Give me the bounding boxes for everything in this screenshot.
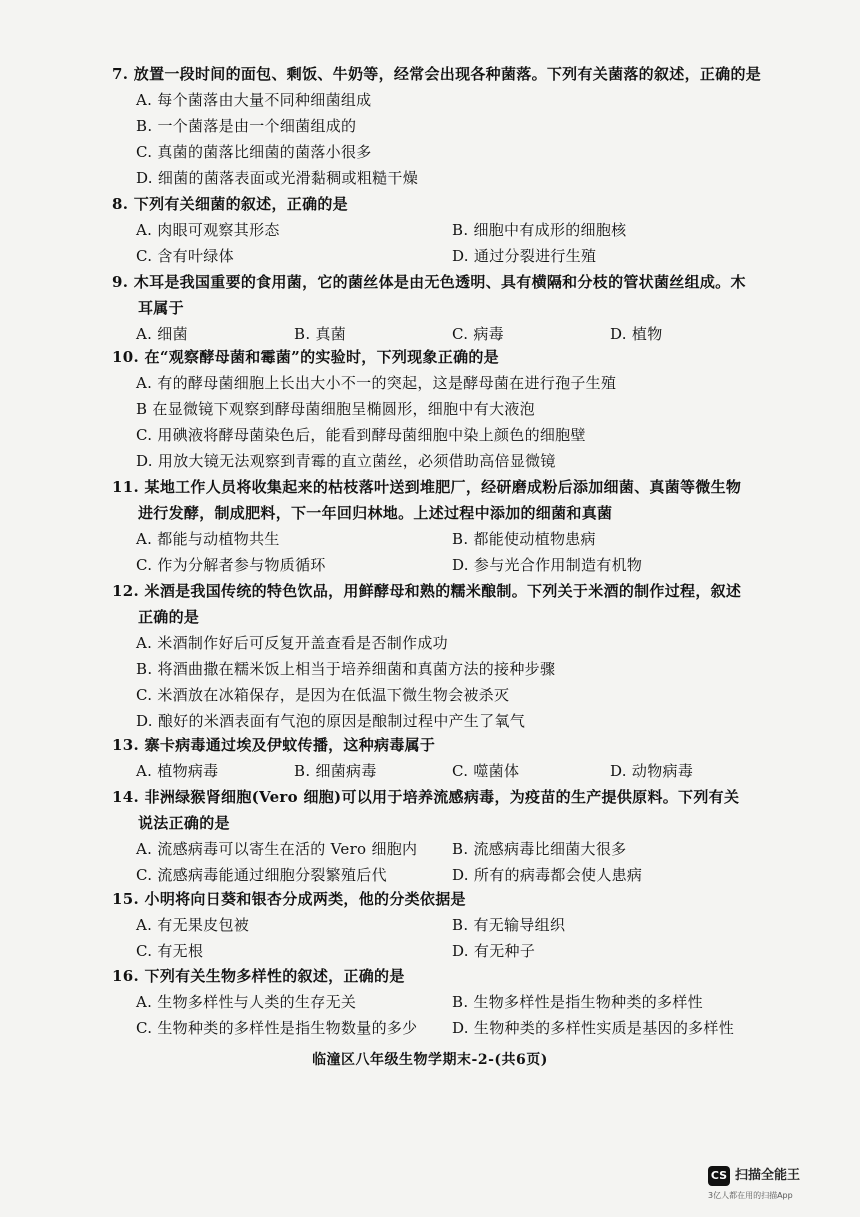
option-d: D. 有无种子 [452, 942, 536, 960]
question-stem-continued: 正确的是 [138, 608, 200, 626]
option-d: D. 动物病毒 [610, 762, 694, 780]
option-list [112, 912, 762, 964]
option-d: D. 酿好的米酒表面有气泡的原因是酿制过程中产生了氧气 [136, 712, 526, 730]
option-list [112, 87, 762, 191]
option-b: B. 流感病毒比细菌大很多 [452, 840, 627, 858]
option-d: D. 植物 [610, 325, 663, 343]
option-d: D. 参与光合作用制造有机物 [452, 556, 643, 574]
question-15 [112, 886, 762, 964]
question-stem: 16. 下列有关生物多样性的叙述，正确的是 [112, 967, 405, 985]
question-12 [112, 578, 762, 734]
question-stem: 15. 小明将向日葵和银杏分成两类，他的分类依据是 [112, 890, 466, 908]
option-a: A. 生物多样性与人类的生存无关 [136, 993, 357, 1011]
option-c: C. 生物种类的多样性是指生物数量的多少 [136, 1019, 418, 1037]
question-stem: 11. 某地工作人员将收集起来的枯枝落叶送到堆肥厂，经研磨成粉后添加细菌、真菌等微生物 [112, 478, 742, 496]
question-9 [112, 269, 762, 347]
option-c: C. 流感病毒能通过细胞分裂繁殖后代 [136, 866, 387, 884]
question-14 [112, 784, 762, 888]
option-list [112, 989, 762, 1041]
option-a: A. 流感病毒可以寄生在活的 Vero 细胞内 [136, 840, 418, 858]
option-c: C. 用碘液将酵母菌染色后，能看到酵母菌细胞中染上颜色的细胞壁 [136, 426, 586, 444]
option-a: A. 细菌 [136, 325, 188, 343]
question-10 [112, 344, 762, 474]
option-b: B. 有无输导组织 [452, 916, 566, 934]
option-a: A. 有的酵母菌细胞上长出大小不一的突起，这是酵母菌在进行孢子生殖 [136, 374, 617, 392]
question-stem: 12. 米酒是我国传统的特色饮品，用鲜酵母和熟的糯米酿制。下列关于米酒的制作过程，叙述 [112, 582, 742, 600]
question-8 [112, 191, 762, 269]
option-b: B 在显微镜下观察到酵母菌细胞呈椭圆形，细胞中有大液泡 [136, 400, 535, 418]
question-stem: 8. 下列有关细菌的叙述，正确的是 [112, 195, 348, 213]
option-c: C. 病毒 [452, 325, 504, 343]
camscanner-logo-icon: CS [708, 1166, 730, 1186]
question-stem: 9. 木耳是我国重要的食用菌，它的菌丝体是由无色透明、具有横隔和分枝的管状菌丝组成。木 [112, 273, 746, 291]
option-d: D. 通过分裂进行生殖 [452, 247, 597, 265]
question-16 [112, 963, 762, 1041]
option-d: D. 所有的病毒都会使人患病 [452, 866, 643, 884]
question-stem-continued: 耳属于 [138, 299, 184, 317]
option-b: B. 将酒曲撒在糯米饭上相当于培养细菌和真菌方法的接种步骤 [136, 660, 556, 678]
option-list [112, 217, 762, 269]
option-a: A. 米酒制作好后可反复开盖查看是否制作成功 [136, 634, 448, 652]
question-7 [112, 61, 762, 191]
option-b: B. 生物多样性是指生物种类的多样性 [452, 993, 703, 1011]
option-a: A. 都能与动植物共生 [136, 530, 280, 548]
question-11 [112, 474, 762, 578]
option-list [112, 758, 762, 784]
question-stem-continued: 说法正确的是 [138, 814, 230, 832]
option-b: B. 一个菌落是由一个细菌组成的 [136, 117, 357, 135]
option-list [112, 836, 762, 888]
question-13 [112, 732, 762, 784]
option-c: C. 米酒放在冰箱保存，是因为在低温下微生物会被杀灭 [136, 686, 510, 704]
scanner-watermark [708, 1164, 818, 1208]
option-list [112, 630, 762, 734]
option-list [112, 370, 762, 474]
page-footer: 临潼区八年级生物学期末-2-(共6页) [312, 1052, 548, 1068]
option-c: C. 有无根 [136, 942, 204, 960]
question-stem: 10. 在“观察酵母菌和霉菌”的实验时，下列现象正确的是 [112, 348, 499, 366]
option-c: C. 含有叶绿体 [136, 247, 234, 265]
option-c: C. 真菌的菌落比细菌的菌落小很多 [136, 143, 372, 161]
option-b: B. 真菌 [294, 325, 347, 343]
option-c: C. 作为分解者参与物质循环 [136, 556, 326, 574]
option-b: B. 都能使动植物患病 [452, 530, 596, 548]
question-stem: 14. 非洲绿猴肾细胞(Vero 细胞)可以用于培养流感病毒，为疫苗的生产提供原料。下列有关 [112, 788, 740, 806]
option-b: B. 细菌病毒 [294, 762, 377, 780]
option-b: B. 细胞中有成形的细胞核 [452, 221, 627, 239]
option-c: C. 噬菌体 [452, 762, 520, 780]
option-d: D. 生物种类的多样性实质是基因的多样性 [452, 1019, 735, 1037]
option-a: A. 每个菌落由大量不同种细菌组成 [136, 91, 372, 109]
option-d: D. 细菌的菌落表面或光滑黏稠或粗糙干燥 [136, 169, 419, 187]
option-a: A. 肉眼可观察其形态 [136, 221, 280, 239]
question-stem-continued: 进行发酵，制成肥料，下一年回归林地。上述过程中添加的细菌和真菌 [138, 504, 613, 522]
watermark-tagline: 3亿人都在用的扫描App [708, 1191, 793, 1200]
option-list [112, 526, 762, 578]
option-d: D. 用放大镜无法观察到青霉的直立菌丝，必须借助高倍显微镜 [136, 452, 556, 470]
option-a: A. 植物病毒 [136, 762, 219, 780]
question-stem: 13. 寨卡病毒通过埃及伊蚊传播，这种病毒属于 [112, 736, 436, 754]
watermark-app-name: 扫描全能王 [735, 1168, 801, 1183]
question-stem: 7. 放置一段时间的面包、剩饭、牛奶等，经常会出现各种菌落。下列有关菌落的叙述，正确的是 [112, 65, 762, 83]
option-a: A. 有无果皮包被 [136, 916, 250, 934]
